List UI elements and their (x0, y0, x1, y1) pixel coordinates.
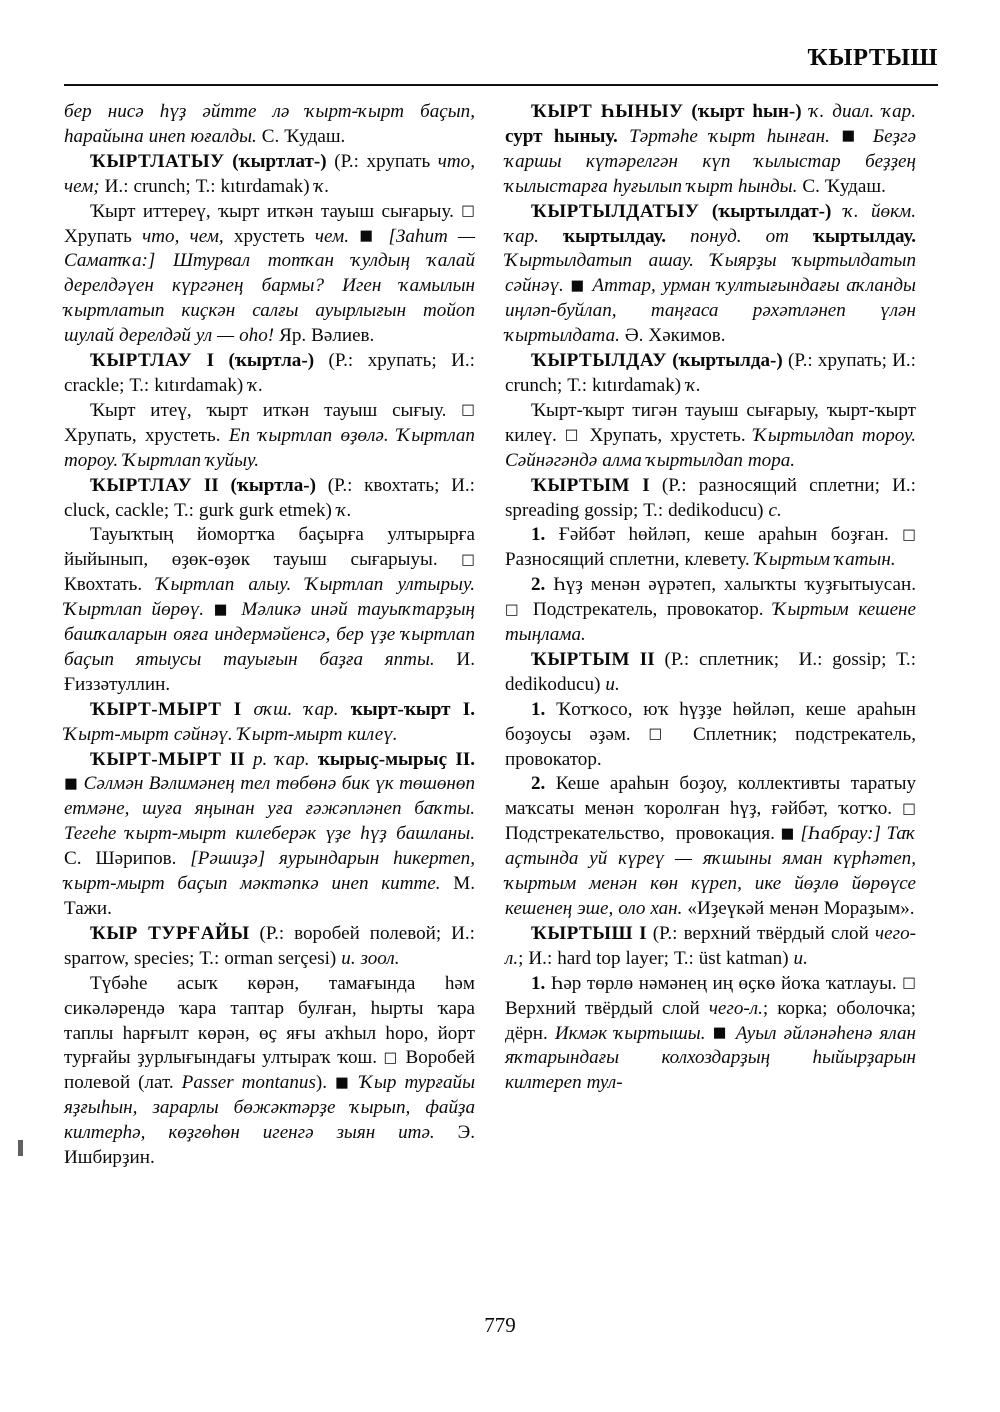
right-block-kyrtysh-1-sense1: 1. Һәр төрлө нәмәнең иң өҫкө йоҡа ҡатлауы. □ Верхний твёрдый слой чего-л.; корка; оболочка; дёрн. Икмәк ҡыртышы. ■ Ауыл әйләнәһенә ялан яҡтарындағы колхоздарҙың һыйырҙарын килтереп тул- (505, 972, 916, 1097)
running-head (64, 46, 938, 86)
scan-edge-artifact (18, 1140, 23, 1156)
left-column (64, 100, 475, 1290)
header-rule (64, 84, 938, 86)
right-block-kyrt-hynyu: ҠЫРТ ҺЫНЫУ (ҡырт һын-) ҡ. диал. ҡар. сурт һыныу. Тәртәһе ҡырт һынған. ■ Беҙгә ҡаршы күтәрелгән күп ҡылыстар беҙҙең ҡылыстарға һуғылып ҡырт һынды. С. Ҡудаш. (505, 100, 916, 200)
body-columns (64, 100, 938, 1290)
right-column (505, 100, 916, 1290)
right-block-kyrtym-2-sense1: 1. Ҡотҡосо, юҡ һүҙҙе һөйләп, кеше араһын боҙоусы әҙәм. □ Сплетник; подстрекатель, провокатор. (505, 698, 916, 773)
right-block-kyrtym-2: ҠЫРТЫМ II (Р.: сплетник; И.: gossip; Т.: dedikoducu) и. (505, 648, 917, 695)
right-block-kyrtyldau-def: Ҡырт-ҡырт тигән тауыш сығарыу, ҡырт-ҡырт килеү. □ Хрупать, хрустеть. Ҡыртылдап тороу. Сәйнәгәндә алма ҡыртылдап тора. (505, 399, 916, 474)
right-block-kyrtyldau: ҠЫРТЫЛДАУ (ҡыртылда-) (Р.: хрупать; И.: crunch; Т.: kıtırdamak) ҡ. (505, 350, 916, 396)
left-block-kyrtlatyu-def: Ҡырт иттереү, ҡырт иткән тауыш сығарыу. □ Хрупать что, чем, хрустеть чем. ■ [Заһит — Саматҡа:] Штурвал тотҡан ҡулдың ҡалай дерелдәүен күргәнең бармы? Иген ҡамылын ҡыртлатып киҫкән салғы ауырлығын тойоп шулай дерелдәй ул — оһо! Яр. Вәлиев. (64, 200, 475, 349)
left-block-kyrtlau-1-def: Ҡырт итеү, ҡырт иткән тауыш сығыу. □ Хрупать, хрустеть. Еп ҡыртлап өҙөлә. Ҡыртлап тороу. Ҡыртлап ҡуйыу. (64, 399, 475, 474)
right-block-kyrtyldatyu: ҠЫРТЫЛДАТЫУ (ҡыртылдат-) ҡ. йөкм. ҡар. ҡыртылдау. понуд. от ҡыртылдау. Ҡыртылдатып ашау. Ҡыярҙы ҡыртылдатып сәйнәү. ■ Аттар, урман ҡултығындағы аҡланды иңләп-буйлап, таңғаса рәхәтләнеп үлән ҡыртылдата. Ә. Хәкимов. (505, 200, 916, 349)
right-block-kyrtym-2-sense2: 2. Кеше араһын боҙоу, коллективты таратыу маҡсаты менән ҡоролған һүҙ, ғәйбәт, ҡотҡо. □ Подстрекательство, провокация. ■ [Һабрау:] Таҡ аҫтында уй күреү — яҡшыны яман күрһәтеп, ҡыртым менән көн күреп, ике йөҙлө йөрөүсе кешенең эше, оло хан. «Иҙеүкәй менән Мораҙым». (505, 772, 916, 921)
left-block-kyrtlau-2: ҠЫРТЛАУ II (ҡыртла-) (Р.: квохтать; И.: cluck, cackle; Т.: gurk gurk etmek) ҡ. (64, 474, 475, 521)
left-block-kyrtlau-1: ҠЫРТЛАУ I (ҡыртла-) (Р.: хрупать; И.: crackle; Т.: kıtırdamak) ҡ. (64, 350, 475, 396)
right-block-kyrtym-1-sense1: 1. Ғәйбәт һөйләп, кеше араһын боҙған. □ Разносящий сплетни, клевету. Ҡыртым ҡатын. (505, 523, 916, 573)
left-block-kyr-turgayy-def: Түбәһе асыҡ көрән, тамағында һәм сикәләрендә ҡара таптар булған, һырты ҡара таплы һарғылт көрән, өҫ яғы аҡһыл һоро, йорт турғайы ҙурлығындағы ултыраҡ ҡош. □ Воробей полевой (лат. Passer montanus). ■ Ҡыр турғайы яҙғыһын, зарарлы бөжәктәрҙе ҡырып, файҙа килтерһә, көҙгөһөн игенгә зыян итә. Э. Ишбирҙин. (64, 972, 475, 1171)
page-number: 779 (484, 1313, 516, 1337)
left-block-kyrt-myrt-1: ҠЫРТ-МЫРТ I оҡш. ҡар. ҡырт-ҡырт I. Ҡырт-мырт сәйнәү. Ҡырт-мырт килеү. (64, 698, 476, 745)
right-block-kyrtym-1: ҠЫРТЫМ I (Р.: разносящий сплетни; И.: spreading gossip; Т.: dedikoducu) с. (505, 474, 916, 521)
left-block-kyrt-kyrt-tail: бер нисә һүҙ әйтте лә ҡырт-ҡырт баҫып, һарайына инеп юғалды. С. Ҡудаш. (64, 101, 475, 147)
right-block-kyrtym-1-sense2: 2. Һүҙ менән әүрәтеп, халыҡты ҡуҙғытыусан. □ Подстрекатель, провокатор. Ҡыртым кешене тыңлама. (505, 573, 916, 648)
left-block-kyrtlau-2-def: Тауыҡтың йомортҡа баҫырға ултырырға йыйынып, өҙөк-өҙөк тауыш сығарыуы. □ Квохтать. Ҡыртлап алыу. Ҡыртлап ултырыу. Ҡыртлап йөрөү. ■ Мәликә инәй тауыҡтарҙың башҡаларын ояға индермәйенсә, бер үҙе ҡыртлап баҫып ятыусы тауығын баҙға япты. И. Ғиззәтуллин. (64, 523, 475, 697)
right-block-kyrtysh-1: ҠЫРТЫШ I (Р.: верхний твёрдый слой чего-л.; И.: hard top layer; Т.: üst katman) и. (505, 922, 916, 969)
left-block-kyrtlatyu: ҠЫРТЛАТЫУ (ҡыртлат-) (Р.: хрупать что, чем; И.: crunch; Т.: kıtırdamak) ҡ. (64, 150, 475, 197)
left-block-kyrt-myrt-2: ҠЫРТ-МЫРТ II р. ҡар. ҡырыҫ-мырыҫ II. ■ Сәлмән Вәлимәнең тел төбөнә бик үк төшөнөп етмәне, шуға яңынан уға ғәжәпләнеп баҡты. Тегеһе ҡырт-мырт килеберәк үҙе һүҙ башланы. С. Шәрипов. [Рәшиҙә] яурындарын һикертеп, ҡырт-мырт баҫып мәктәпкә инеп китте. М. Тажи. (64, 748, 475, 922)
left-block-kyr-turgayy: ҠЫР ТУРҒАЙЫ (Р.: воробей полевой; И.: sparrow, species; Т.: orman serçesi) и. зоол. (64, 922, 475, 969)
running-head-title: ҠЫРТЫШ (807, 44, 938, 71)
